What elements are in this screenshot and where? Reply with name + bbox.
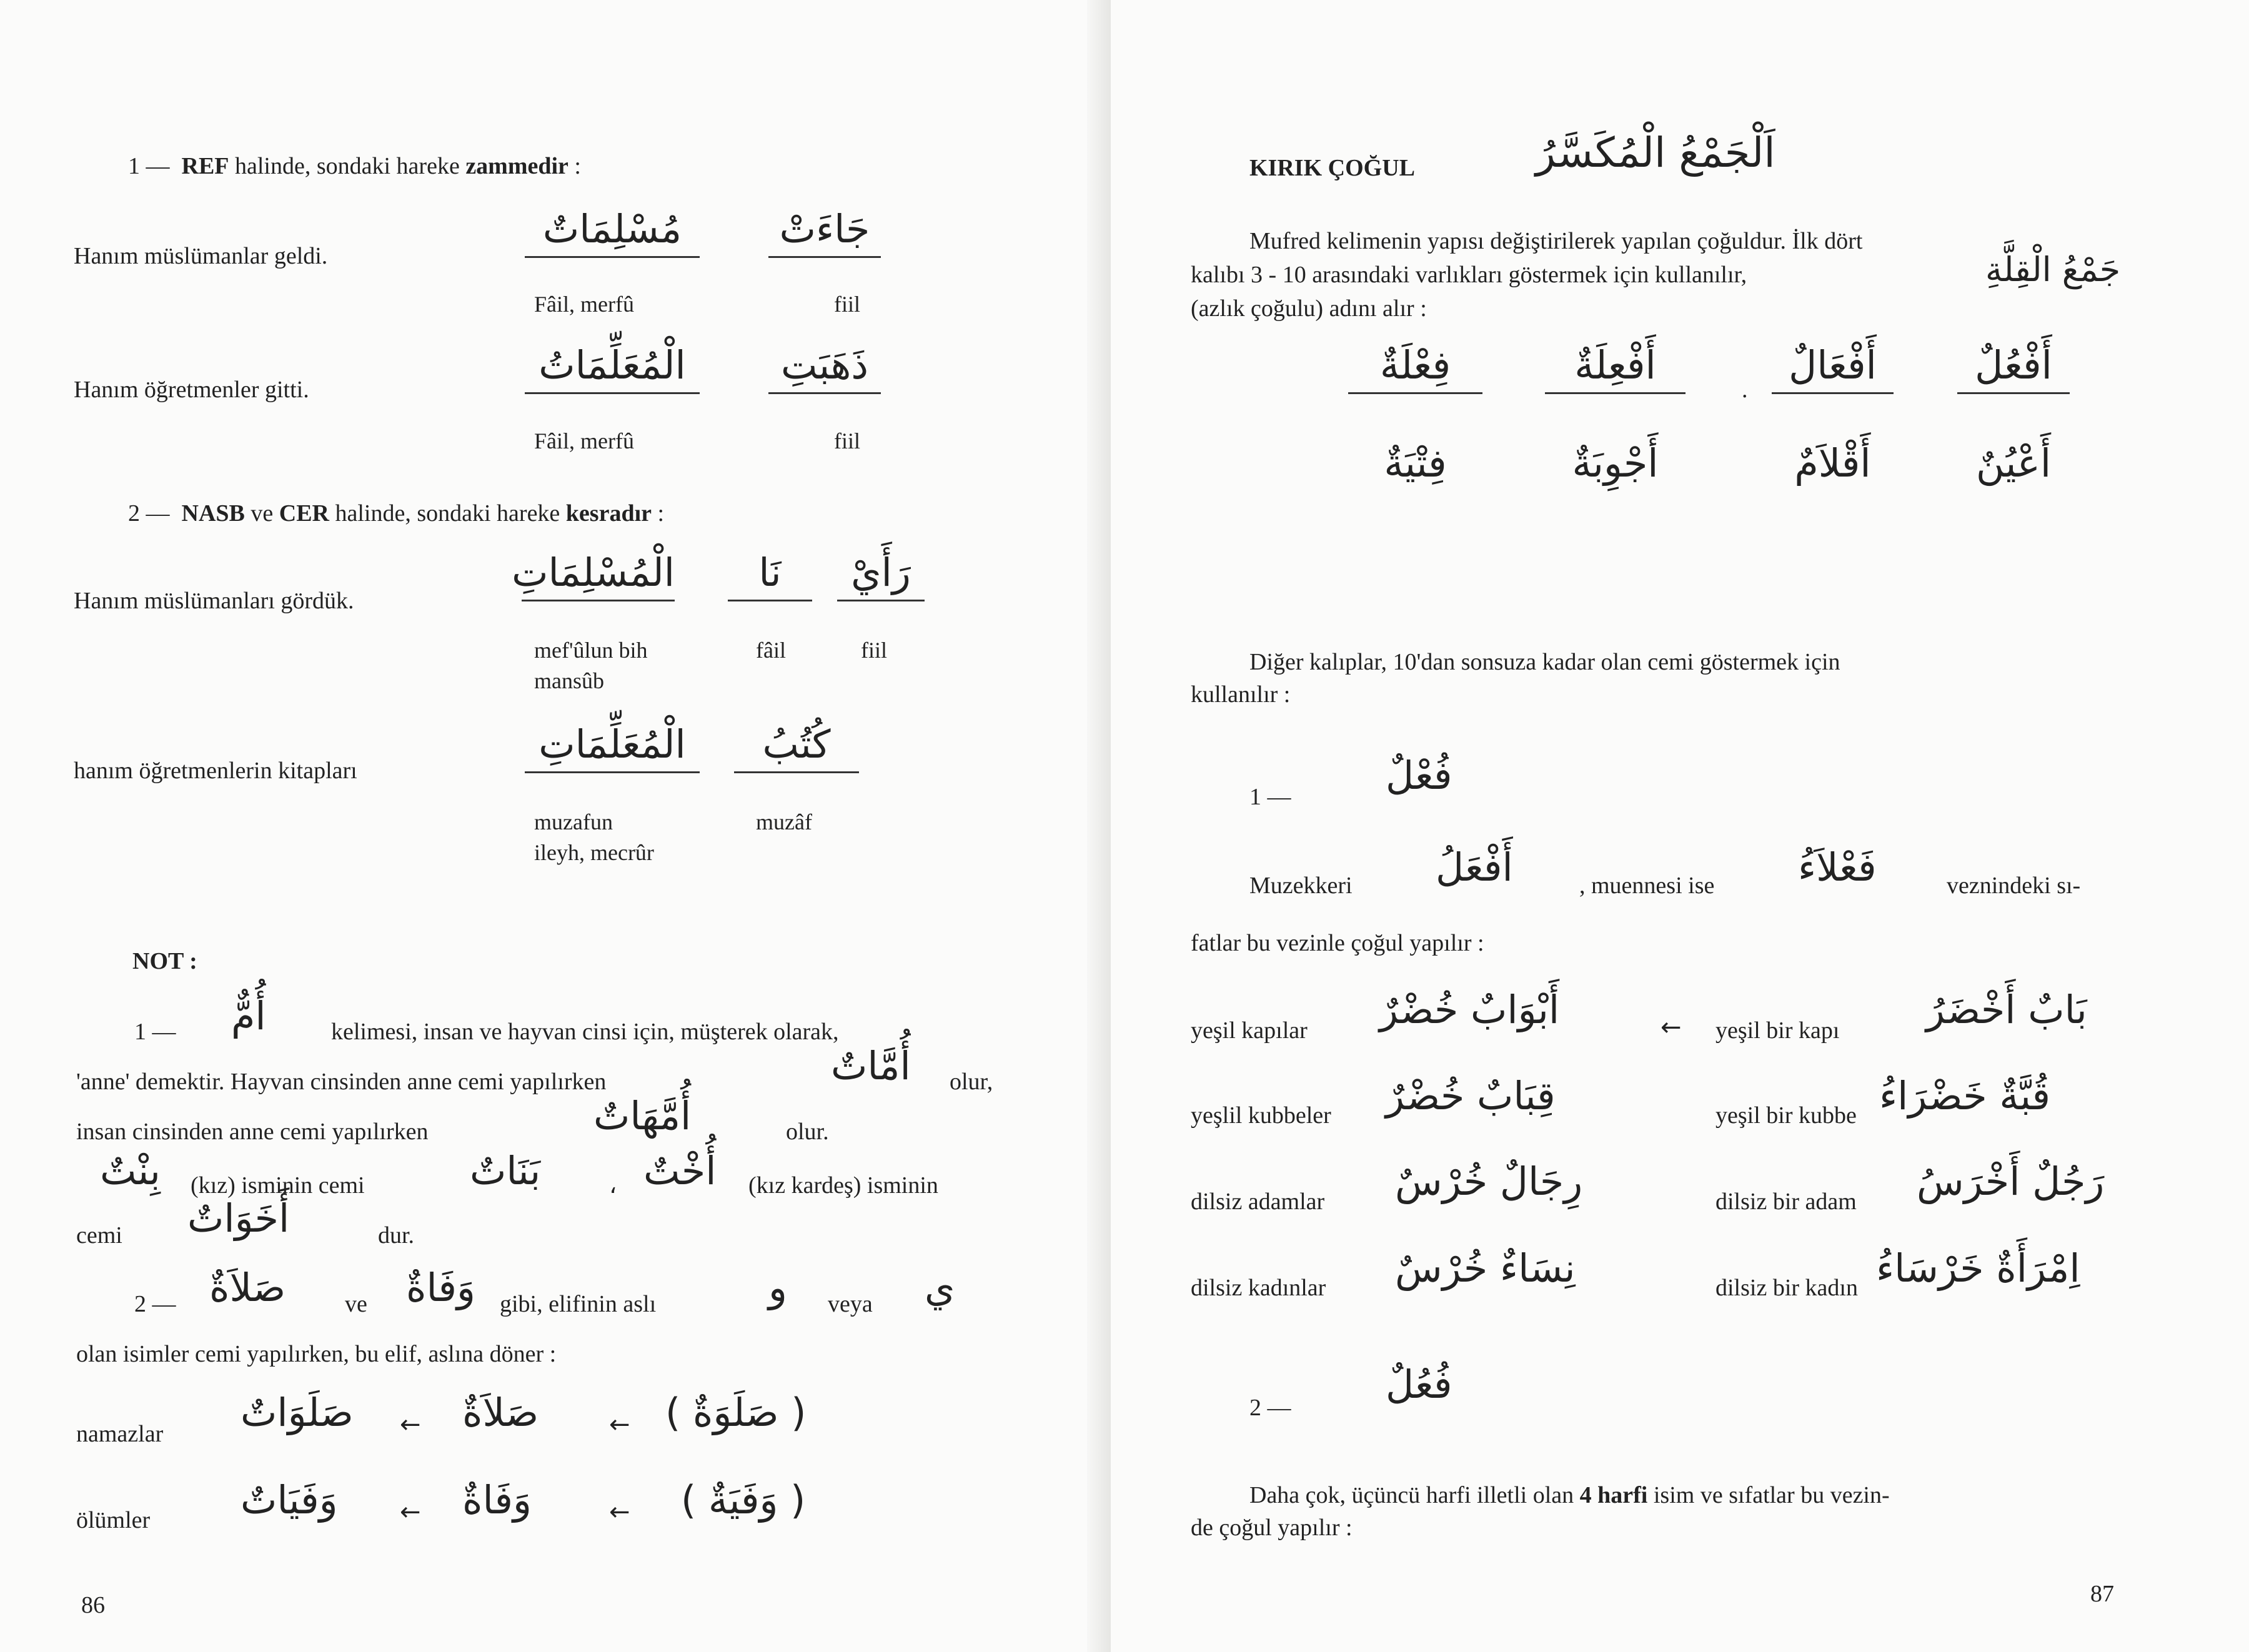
example-1-noun-caption: Fâil, merfû <box>534 292 634 317</box>
row-2-plural-tr: yeşlil kubbeler <box>1191 1102 1331 1129</box>
kirik-cogul-heading <box>1249 153 1415 184</box>
kesra-term: kesradır <box>565 500 652 527</box>
pattern-1-bottom: أَعْيُنٌ <box>1975 440 2052 486</box>
row-3-plural-tr: dilsiz adamlar <box>1191 1189 1325 1215</box>
example-2-verb: ذَهَبَتِ <box>768 342 881 394</box>
example-4-verb: كُتُبُ <box>734 721 859 773</box>
page-number: 86 <box>81 1592 105 1618</box>
left-arrow-icon: ← <box>400 1498 421 1526</box>
example-4-translation: hanım öğretmenlerin kitapları <box>74 758 357 784</box>
left-arrow-icon: ← <box>609 1410 630 1439</box>
not-1-ahavat: أَخَوَاتٌ <box>187 1195 290 1241</box>
daha-line-1 <box>1249 1480 1890 1511</box>
not-1-ummahat: أُمَّهَاتٌ <box>593 1093 692 1139</box>
namazlar-origin: ( صَلَوَةٌ ) <box>665 1390 807 1435</box>
not-1-line-3-end: olur. <box>786 1119 829 1145</box>
pattern-3-top: أَفْعِلَةٌ <box>1545 342 1686 394</box>
caption-line: mef'ûlun bih <box>534 638 648 663</box>
row-1-singular-tr: yeşil bir kapı <box>1715 1017 1840 1044</box>
example-3-fail: نَا <box>728 550 812 601</box>
pattern-3-bottom: أَجْوِبَةٌ <box>1572 440 1659 486</box>
row-1-plural-ar: أَبْوَابٌ خُضْرٌ <box>1379 987 1560 1032</box>
not-2-veya: veya <box>828 1291 873 1317</box>
item-number: 1 — <box>128 153 170 179</box>
muz-text-1: Muzekkeri <box>1249 873 1353 899</box>
row-1-plural-tr: yeşil kapılar <box>1191 1017 1308 1044</box>
not-2-vefat: وَفَاةٌ <box>406 1265 475 1310</box>
intro-line-1: Mufred kelimenin yapısı değiştirilerek yapılan çoğuldur. İlk dört <box>1249 228 1863 254</box>
not-1-ummat: أُمَّاتٌ <box>831 1043 911 1089</box>
item-number: 2 — <box>128 500 170 527</box>
not-1-line-2-end: olur, <box>950 1069 993 1095</box>
pattern-4-bottom: فِتْيَةٌ <box>1384 440 1447 486</box>
rule-text: halinde, sondaki hareke <box>229 153 466 179</box>
heading-arabic: اَلْجَمْعُ الْمُكَسَّرُ <box>1536 129 1775 177</box>
left-arrow-icon: ← <box>1661 1013 1682 1042</box>
example-1-verb-caption: fiil <box>834 292 860 317</box>
muz-masculine: أَفْعَلُ <box>1436 844 1513 890</box>
example-2-translation: Hanım öğretmenler gitti. <box>74 377 309 403</box>
cer-term: CER <box>279 500 329 527</box>
not-1-number: 1 — <box>134 1019 176 1045</box>
intro-arabic: جَمْعُ الْقِلَّةِ <box>1985 250 2121 289</box>
rule-tail: : <box>652 500 665 527</box>
not-1-line-2: 'anne' demektir. Hayvan cinsinden anne cemi yapılırken <box>76 1069 607 1095</box>
example-3-noun: الْمُسْلِمَاتِ <box>522 550 675 601</box>
rule-tail: : <box>568 153 581 179</box>
left-arrow-icon: ← <box>609 1498 630 1526</box>
not-1-line-3: insan cinsinden anne cemi yapılırken <box>76 1119 429 1145</box>
daha-line-2: de çoğul yapılır : <box>1191 1515 1353 1541</box>
row-2-plural-ar: قِبَابٌ خُضْرٌ <box>1386 1073 1556 1119</box>
other-line-2: kullanılır : <box>1191 681 1291 708</box>
conjunction: ve <box>244 500 279 527</box>
not-1-word: أُمٌّ <box>231 993 266 1039</box>
ref-term: REF <box>181 153 229 179</box>
example-4-noun: الْمُعَلِّمَاتِ <box>525 721 700 773</box>
olumler-singular: وَفَاةٌ <box>462 1477 532 1523</box>
olumler-plural: وَفَيَاتٌ <box>241 1477 338 1523</box>
pattern-1-top: أَفْعُلٌ <box>1957 342 2070 394</box>
not-heading <box>132 946 197 977</box>
heading-text: KIRIK ÇOĞUL <box>1249 155 1415 181</box>
example-2-noun: الْمُعَلِّمَاتُ <box>525 342 700 394</box>
comma: ، <box>609 1172 617 1199</box>
not-1-uht: أُخْتٌ <box>643 1148 717 1194</box>
row-4-plural-tr: dilsiz kadınlar <box>1191 1275 1326 1301</box>
example-2-verb-caption: fiil <box>834 428 860 453</box>
not-heading-text: NOT : <box>132 948 197 974</box>
muz-line-2: fatlar bu vezinle çoğul yapılır : <box>1191 930 1484 956</box>
not-1-line-5: cemi <box>76 1222 122 1249</box>
muz-text-2: , muennesi ise <box>1579 873 1715 899</box>
example-3-noun-caption <box>534 635 647 696</box>
left-arrow-icon: ← <box>400 1410 421 1439</box>
not-1-line-4: (kız) isminin cemi <box>191 1172 365 1199</box>
page-number: 87 <box>2090 1581 2114 1607</box>
example-1-verb: جَاءَتْ <box>768 206 881 258</box>
example-3-verb-caption: fiil <box>861 638 887 663</box>
caption-line: ileyh, mecrûr <box>534 839 654 865</box>
not-2-vav: و <box>768 1265 787 1310</box>
namazlar-singular: صَلاَةٌ <box>462 1390 539 1435</box>
ref-rule <box>128 151 581 182</box>
row-3-plural-ar: رِجَالٌ خُرْسٌ <box>1395 1159 1583 1204</box>
intro-line-2: kalıbı 3 - 10 arasındaki varlıkları göstermek için kullanılır, <box>1191 262 1747 288</box>
row-1-singular-ar: بَابٌ أَخْضَرُ <box>1926 987 2087 1032</box>
pattern-dot: . <box>1742 377 1748 403</box>
nasb-term: NASB <box>181 500 245 527</box>
text-part: Daha çok, üçüncü harfi illetli olan <box>1249 1482 1580 1508</box>
not-2-number: 2 — <box>134 1291 176 1317</box>
pattern-2-top: أَفْعَالٌ <box>1772 342 1894 394</box>
namazlar-label: namazlar <box>76 1421 164 1447</box>
olumler-origin: ( وَفَيَةٌ ) <box>681 1477 806 1523</box>
text-part: isim ve sıfatlar bu vezin- <box>1647 1482 1890 1508</box>
not-2-text: gibi, elifinin aslı <box>500 1291 657 1317</box>
not-1-line-1: kelimesi, insan ve hayvan cinsi için, müşterek olarak, <box>331 1019 839 1045</box>
row-4-plural-ar: نِسَاءٌ خُرْسٌ <box>1395 1245 1576 1291</box>
not-2-line-2: olan isimler cemi yapılırken, bu elif, aslına döner : <box>76 1341 557 1367</box>
intro-line-3: (azlık çoğulu) adını alır : <box>1191 295 1427 322</box>
olumler-label: ölümler <box>76 1507 151 1533</box>
example-4-verb-caption: muzâf <box>756 809 812 834</box>
item-2-pattern: فُعُلٌ <box>1386 1362 1452 1407</box>
row-2-singular-tr: yeşil bir kubbe <box>1715 1102 1857 1129</box>
bold-term: 4 harfi <box>1579 1482 1648 1508</box>
example-1-translation: Hanım müslümanlar geldi. <box>74 243 328 269</box>
row-4-singular-tr: dilsiz bir kadın <box>1715 1275 1858 1301</box>
not-1-line-5-end: dur. <box>378 1222 415 1249</box>
left-page <box>0 0 1111 1652</box>
example-3-verb: رَأَيْ <box>837 550 925 601</box>
nasb-rule <box>128 498 664 529</box>
pattern-4-top: فِعْلَةٌ <box>1348 342 1482 394</box>
rule-text: halinde, sondaki hareke <box>329 500 566 527</box>
pattern-2-bottom: أَقْلاَمٌ <box>1794 440 1871 486</box>
namazlar-plural: صَلَوَاتٌ <box>241 1390 354 1435</box>
item-1-number: 1 — <box>1249 784 1291 810</box>
item-1-pattern: فُعْلٌ <box>1386 753 1452 798</box>
zamme-term: zammedir <box>465 153 568 179</box>
caption-line: mansûb <box>534 668 604 693</box>
row-3-singular-tr: dilsiz bir adam <box>1715 1189 1857 1215</box>
item-2-number: 2 — <box>1249 1395 1291 1421</box>
caption-line: muzafun <box>534 809 613 834</box>
muz-feminine: فَعْلاَءُ <box>1798 844 1877 890</box>
example-4-noun-caption <box>534 807 654 868</box>
muz-text-3: veznindeki sı- <box>1947 873 2081 899</box>
example-3-fail-caption: fâil <box>756 638 786 663</box>
example-3-translation: Hanım müslümanları gördük. <box>74 588 354 614</box>
not-2-ya: ي <box>925 1265 955 1310</box>
example-1-noun: مُسْلِمَاتٌ <box>525 206 700 258</box>
not-2-ve: ve <box>345 1291 367 1317</box>
example-2-noun-caption: Fâil, merfû <box>534 428 634 453</box>
row-4-singular-ar: اِمْرَأَةٌ خَرْسَاءُ <box>1876 1245 2080 1291</box>
row-2-singular-ar: قُبَّةٌ خَضْرَاءُ <box>1879 1073 2050 1119</box>
not-1-bint: بِنْتٌ <box>100 1148 161 1194</box>
right-page <box>1111 0 2249 1652</box>
other-line-1: Diğer kalıplar, 10'dan sonsuza kadar olan cemi göstermek için <box>1249 649 1840 675</box>
not-1-line-4-end: (kız kardeş) isminin <box>748 1172 938 1199</box>
not-1-banat: بَنَاتٌ <box>470 1148 541 1194</box>
not-2-salat: صَلاَةٌ <box>209 1265 286 1310</box>
row-3-singular-ar: رَجُلٌ أَخْرَسُ <box>1917 1159 2105 1204</box>
